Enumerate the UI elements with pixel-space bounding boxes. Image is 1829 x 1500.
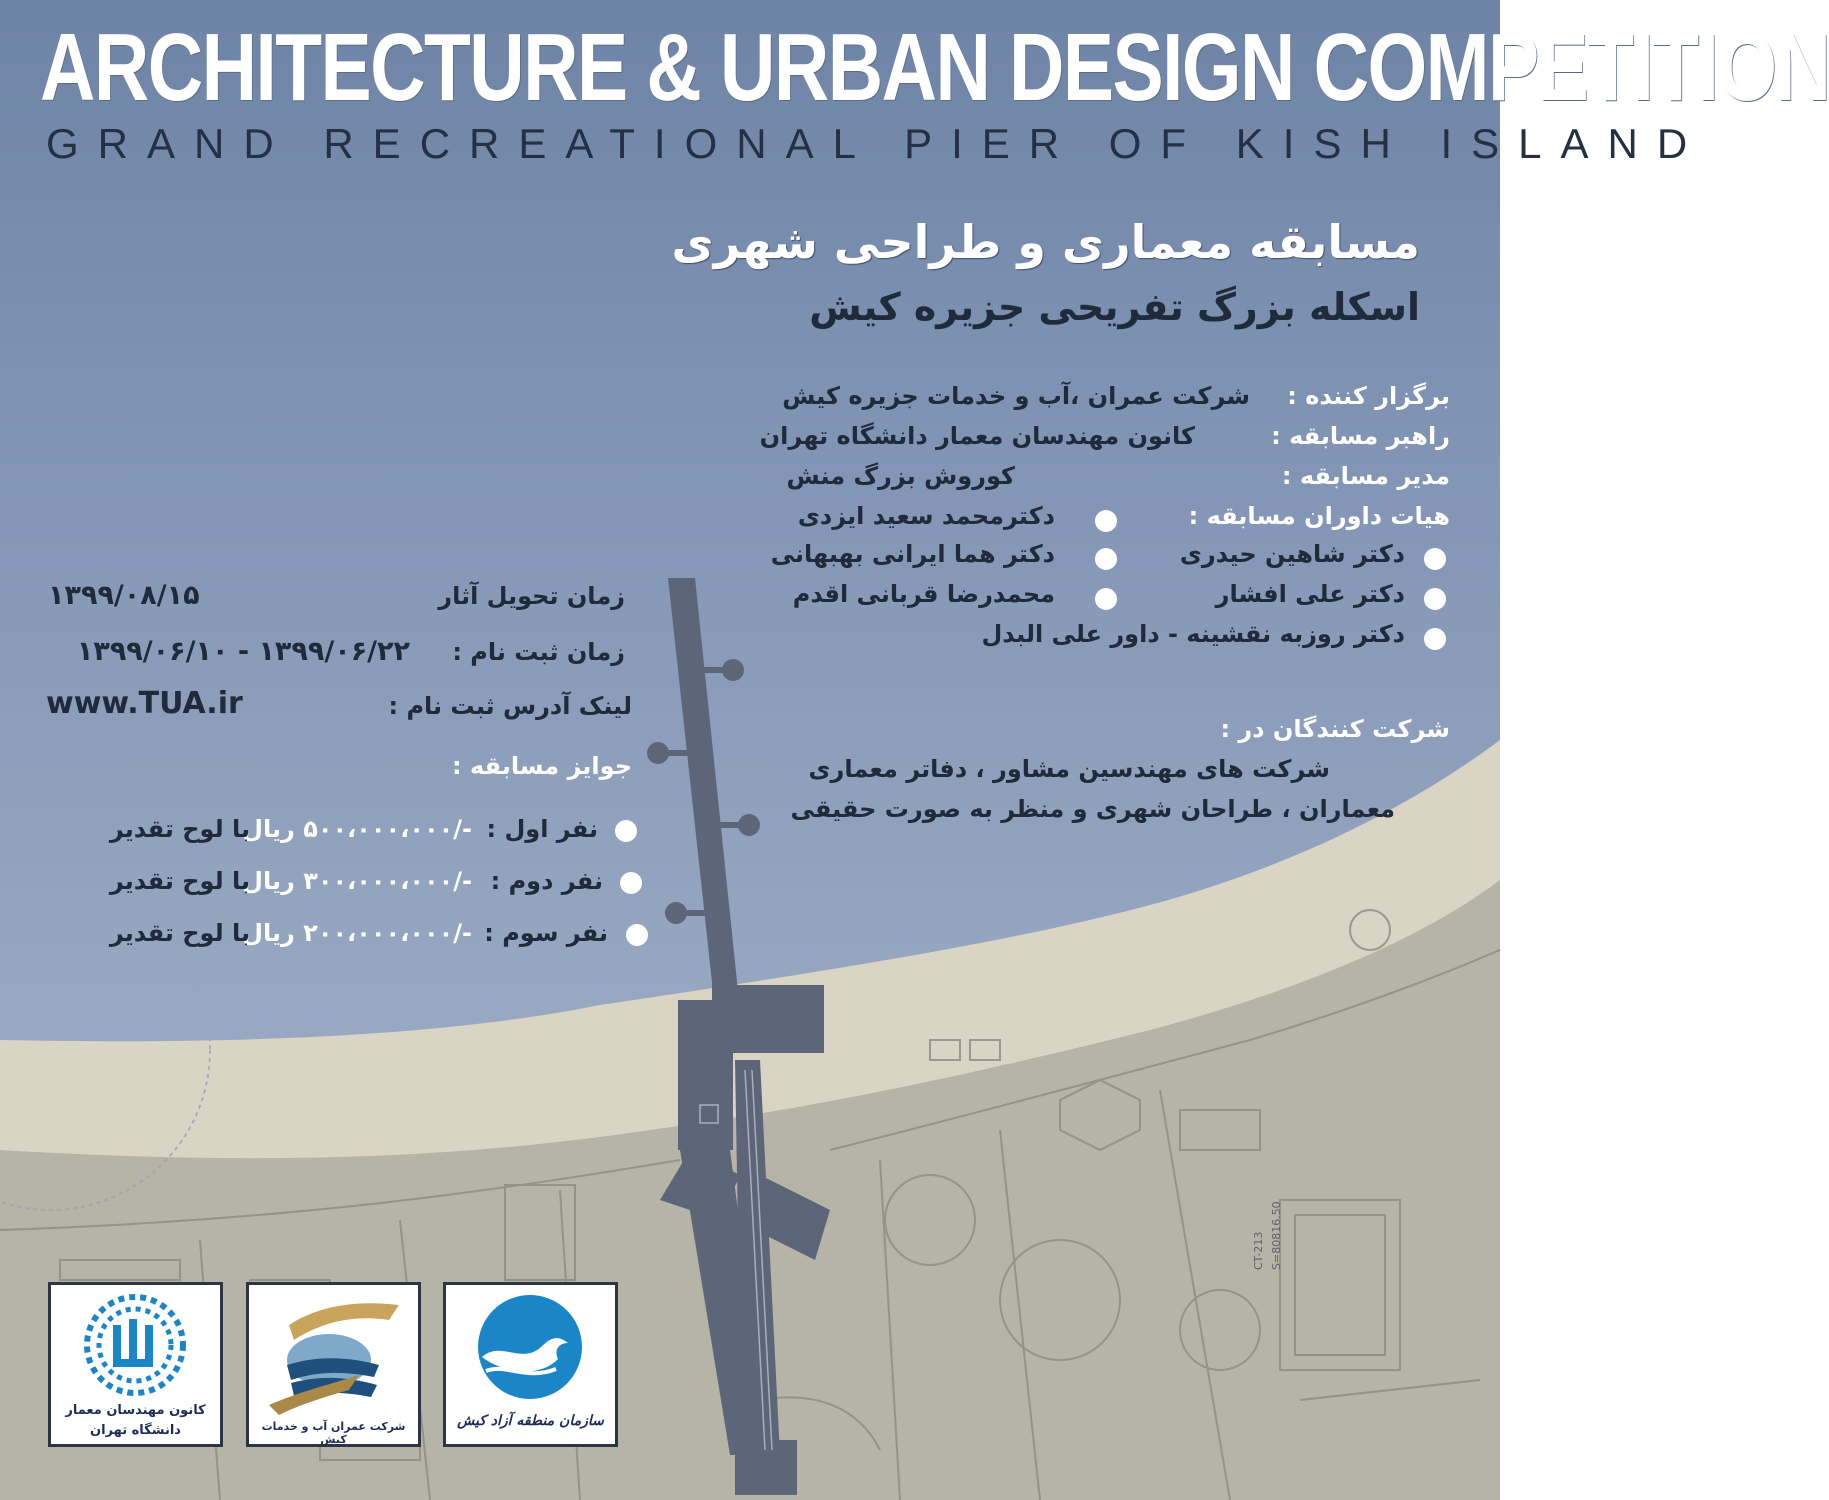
prize-amount: -/۲۰۰،۰۰۰،۰۰۰ ریال (242, 919, 472, 947)
registration-dates: ۱۳۹۹/۰۶/۲۲ - ۱۳۹۹/۰۶/۱۰ (76, 636, 410, 667)
kanoon-emblem-icon (51, 1285, 220, 1405)
manager-value: کوروش بزرگ منش (786, 462, 1015, 490)
omran-emblem-icon (249, 1285, 418, 1420)
participants-line-2: معماران ، طراحان شهری و منظر به صورت حقیقی (790, 795, 1395, 823)
kanoon-logo (48, 1282, 223, 1447)
prize-bullet (615, 820, 637, 842)
leader-value: کانون مهندسان معمار دانشگاه تهران (759, 422, 1195, 450)
map-area-code: S=80816.50 (1270, 1201, 1283, 1270)
registration-link[interactable]: www.TUA.ir (46, 686, 243, 721)
prize-amount: -/۳۰۰،۰۰۰،۰۰۰ ریال (242, 867, 472, 895)
english-subtitle: GRAND RECREATIONAL PIER OF KISH ISLAND (46, 120, 1707, 167)
host-label: برگزار کننده : (1287, 382, 1450, 410)
host-value: شرکت عمران ،آب و خدمات جزیره کیش (782, 382, 1250, 410)
omran-caption: شرکت عمران آب و خدمات کیش (261, 1420, 406, 1446)
jury-member: دکتر روزبه نقشینه - داور علی البدل (981, 620, 1405, 648)
jury-label: هیات داوران مسابقه : (1188, 502, 1450, 530)
map-road-code: CT-213 (1252, 1231, 1265, 1270)
prize-rank: نفر سوم : (484, 919, 608, 947)
kish-free-zone-logo (443, 1282, 618, 1447)
kish-caption: سازمان منطقه آزاد کیش (457, 1413, 604, 1429)
jury-bullet (1095, 548, 1117, 570)
prize-bullet (620, 872, 642, 894)
jury-member: محمدرضا قربانی اقدم (792, 580, 1055, 608)
persian-subtitle: اسکله بزرگ تفریحی جزیره کیش (809, 285, 1420, 329)
prize-rank: نفر دوم : (490, 867, 603, 895)
link-label: لینک آدرس ثبت نام : (388, 692, 632, 720)
jury-member: دکتر هما ایرانی بهبهانی (770, 540, 1055, 568)
jury-bullet (1095, 588, 1117, 610)
registration-label: زمان ثبت نام : (452, 638, 625, 666)
prize-note: با لوح تقدیر (109, 919, 250, 947)
english-title: ARCHITECTURE & URBAN DESIGN COMPETITION (40, 14, 1829, 121)
prize-bullet (626, 924, 648, 946)
jury-bullet (1424, 588, 1446, 610)
jury-bullet (1424, 628, 1446, 650)
kish-wave-icon (446, 1285, 615, 1410)
delivery-date: ۱۳۹۹/۰۸/۱۵ (48, 580, 200, 611)
jury-bullet (1424, 548, 1446, 570)
jury-bullet (1095, 510, 1117, 532)
participants-label: شرکت کنندگان در : (1220, 715, 1450, 743)
delivery-label: زمان تحویل آثار (438, 582, 625, 610)
manager-label: مدیر مسابقه : (1281, 462, 1450, 490)
participants-line-1: شرکت های مهندسین مشاور ، دفاتر معماری (808, 755, 1330, 783)
prize-rank: نفر اول : (486, 815, 598, 843)
prizes-label: جوایز مسابقه : (452, 752, 632, 780)
jury-member: دکتر شاهین حیدری (1179, 540, 1405, 568)
jury-member: دکترمحمد سعید ایزدی (797, 502, 1055, 530)
kanoon-caption-1: کانون مهندسان معمار (65, 1403, 206, 1418)
prize-amount: -/۵۰۰،۰۰۰،۰۰۰ ریال (242, 815, 472, 843)
jury-member: دکتر علی افشار (1215, 580, 1405, 608)
prize-note: با لوح تقدیر (109, 867, 250, 895)
persian-title: مسابقه معماری و طراحی شهری (671, 215, 1420, 269)
prize-note: با لوح تقدیر (109, 815, 250, 843)
leader-label: راهبر مسابقه : (1271, 422, 1450, 450)
kanoon-caption-2: دانشگاه تهران (90, 1423, 181, 1438)
omran-kish-logo (246, 1282, 421, 1447)
